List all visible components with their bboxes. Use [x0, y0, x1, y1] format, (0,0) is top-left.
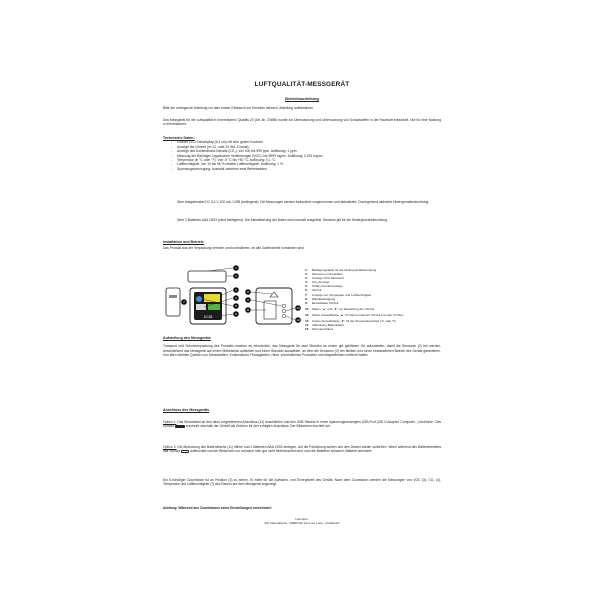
legend-number: 8: — [305, 296, 308, 301]
button-icon — [282, 304, 286, 308]
callout-number: 11 — [246, 308, 250, 313]
list-item: - Anzeige der Uhrzeit (im 12- oder 24 Std.-Format). — [171, 145, 441, 149]
legend-text: Stromanschluss — [311, 327, 334, 332]
specs-section — [163, 136, 441, 171]
legend-text: Tasten „▲“ und „▼“ zur Einstellung der Uhrzeit — [311, 306, 375, 311]
callout-number: 7 — [183, 300, 185, 305]
device-side-view — [166, 288, 180, 316]
importer-label: Importeur: — [295, 517, 309, 521]
legend-number: 6: — [305, 288, 308, 293]
callout-number: 5 — [235, 304, 237, 309]
callout-number: 12 — [296, 318, 300, 323]
legend-number: 4: — [305, 280, 308, 285]
callout-number: 10 — [296, 306, 300, 311]
warning-text: Während des Countdowns keine Einstellungen vornehmen! — [178, 506, 272, 510]
legend-text: Smiley Komfortanzeige — [311, 284, 343, 289]
legend-number: 2: — [305, 272, 308, 277]
description-paragraph: Das Messgerät für die Luftqualität in Innenräumen Qualitis 20 (Art.-Nr. 23656) wurde zur Überwachung und Untersuchung von Schadstoffen in der Raumluft entwickelt. Nur für eine Nutzung in Innenräumen. — [163, 118, 441, 127]
button-icon — [282, 309, 286, 313]
connect-section — [163, 408, 441, 412]
legend-number: 5: — [305, 284, 308, 289]
option2-text: Die Abdeckung des Batteriefachs (11) öffnen und 2 Batterien AAA LR03 einlegen. Auf die Polrichtung achten und den Deckel wieder schließen. Wenn während des Batteriebetriebs das Symbol — [163, 445, 441, 454]
setup-section — [163, 336, 441, 358]
specs-heading: Technische Daten: — [163, 136, 195, 140]
callout-number: 9 — [247, 298, 249, 303]
option2-paragraph — [163, 445, 441, 454]
legend-number: 10: — [305, 312, 310, 317]
option2-label: Option 2: — [163, 445, 177, 449]
side-button — [169, 295, 177, 298]
temperature-readout — [208, 304, 220, 310]
callout-number: 8 — [247, 290, 249, 295]
option1-paragraph — [163, 420, 441, 429]
legend-text: Wandbefestigung — [311, 296, 336, 301]
list-item: - Temperatur (in °C oder °F): Von -9 °C bis +50 °C. Auflösung: 0,1 °C. — [171, 158, 441, 162]
document-title: LUFTQUALITÄT-MESSGERÄT — [254, 81, 350, 88]
legend-number: 1: — [305, 268, 308, 272]
plug-icon — [175, 425, 185, 428]
specs-list — [163, 140, 441, 171]
intro-paragraph: Bitte die vorliegende Anleitung vor dem ersten Gebrauch zur Kenntnis nehmen. Anleitung aufbewahren. — [163, 106, 315, 110]
legend-number: 10: — [305, 319, 310, 324]
callout-number: 3 — [235, 288, 237, 293]
callout-number: 6 — [235, 312, 237, 317]
legend-number: 9: — [305, 300, 308, 305]
install-section — [163, 240, 441, 251]
legend-text: Anzeige von Temperatur und Luftfeuchtigkeit — [311, 292, 372, 297]
importer-address: AIC International - 44980 Ste Luce sur Loire - Frankreich — [264, 521, 340, 525]
option1-label: Option 1: — [163, 420, 177, 424]
document-subtitle: Betriebsanleitung — [285, 96, 319, 101]
countdown-paragraph: Ein 5-minütiger Countdown ist an Position (3) zu sehen. Er steht für die Aufwärm- und Einregelzeit des Geräts. Nach dem Countdown werden die Messungen von VOC (3), CO₂ (4), Temperatur und Luftfeuchtigkeit (7) des Raums auf dem Messgerät angezeigt. — [163, 478, 441, 487]
list-item — [305, 307, 475, 311]
legend-number: 10: — [305, 306, 310, 311]
legend-number: 7: — [305, 292, 308, 297]
battery-icon — [181, 450, 189, 453]
power-battery-paragraph: Über 2 Batterien AAA LR03 (nicht beiliegend): Die Aktualisierung der Daten wird manuell ausgelöst. Gleiches gilt für die Hintergrundbeleuchtung. — [177, 218, 388, 222]
list-item — [305, 327, 475, 331]
legend-text: Anzeige VOC-Messwert — [311, 276, 344, 281]
power-usb-paragraph: Über Adapterkabel DC 5,0 V 100 mA / USB (beiliegend): Die Messungen werden fortlaufend vorgenommen und aktualisiert. Durchgehend aktivierte Hintergrundbeleuchtung. — [177, 200, 430, 204]
clock-readout: 10:28 — [203, 315, 213, 319]
list-item: - Anzeige des Kohlendioxid-Gehalts (CO₂): von 400 bis 999 ppm. Auflösung: 1 ppm. — [171, 149, 441, 153]
legend-text: Uhrzeit — [311, 288, 322, 293]
button-icon — [282, 314, 286, 318]
setup-heading: Aufstellung des Messgeräts — [163, 336, 211, 340]
install-heading: Installation und Betrieb: — [163, 240, 205, 244]
callout-number: 2 — [235, 274, 237, 279]
legend-text: Sensoren und Gebläse — [311, 272, 343, 277]
legend-number: 3: — [305, 276, 308, 281]
legend-text: Abdeckung Batteriefach — [311, 323, 344, 328]
voc-readout — [204, 294, 220, 302]
device-top-view — [188, 271, 226, 282]
warning-label: Achtung: — [163, 506, 178, 510]
list-item: - Messung der flüchtigen organischen Verbindungen (VOC): bis 9999 mg/m³. Auflösung: 0,001 mg/m³. — [171, 154, 441, 158]
callout-number: 1 — [235, 266, 237, 271]
product-diagram — [160, 262, 305, 330]
setup-paragraph: Transport und Schutzverpackung des Produkts machen es erforderlich, das Messgerät für zwei Stunden an einem gut gelüfteten Ort aufzustellen, damit die Sensoren (2) frei werden. Anschließend das Messgerät auf einem Möbelstück aufstellen und einen Standort auswählen, an dem die Sensoren (2) frei bleiben und einen einwandfreien Betrieb des Geräts garantieren. Von allen direkten Quellen von Schadstoffen, Kohlendioxid, Flüssigkeiten, Hitze, entzündlichen Produkten und Magnetfeldern entfernt halten. — [163, 344, 441, 358]
list-item: - Luftfeuchtigkeit: von 10 bis 95 % relative Luftfeuchtigkeit. Auflösung: 1 %. — [171, 162, 441, 166]
legend-number: 12: — [305, 327, 310, 332]
list-item — [305, 313, 475, 317]
legend-number: 11: — [305, 323, 310, 328]
option1-text: Das Stromkabel an den dazu vorgesehenen Anschluss (12) anschließen und den USB-Stecker in einen spannungsversorgten USB-Port (230 V-Adapter, Computer...) einführen. Das Symbol — [163, 420, 441, 429]
list-item: - Großes LCD-Farbdisplay (6,4 cm) mit sehr gutem Kontrast. — [171, 140, 441, 144]
callout-number: 4 — [235, 296, 237, 301]
list-item: - Spannungsversorgung: Auswahl zwischen zwei Betriebsarten. — [171, 167, 441, 171]
install-paragraph: Das Produkt aus der Verpackung nehmen und kontrollieren, ob alle Zubehörteile vorhanden sind. — [163, 246, 305, 251]
legend-text: Betätigungstaste für die Hintergrundbeleuchtung — [311, 268, 377, 272]
list-item — [305, 301, 475, 305]
legend-text: CO₂-Anzeige — [311, 280, 330, 285]
option1-text: erscheint oberhalb der Uhrzeit als Zeichen für den erfolgten Anschluss. Der Bildschirm leuchtet auf. — [185, 424, 331, 429]
smiley-icon — [196, 296, 202, 302]
legend-text: Obere Auswahltaste „▲“ für das Format der Uhrzeit (12 oder 24 Std.) — [311, 312, 404, 317]
importer-footer — [163, 517, 441, 525]
diagram-legend — [305, 268, 475, 331]
option2-text: aufleuchtet und der Bildschirm nur schwach oder gar nicht hinterleuchtet wird, sind die Batterien schwach: Batterie wechseln. — [190, 449, 373, 454]
warning-paragraph — [163, 506, 441, 510]
legend-text: Einstelltaste Uhrzeit — [311, 300, 339, 305]
connect-heading: Anschluss des Messgeräts — [163, 408, 210, 412]
legend-text: Untere Auswahltaste „▼“ für die Temperatureinheit (°C oder °F) — [311, 319, 397, 324]
